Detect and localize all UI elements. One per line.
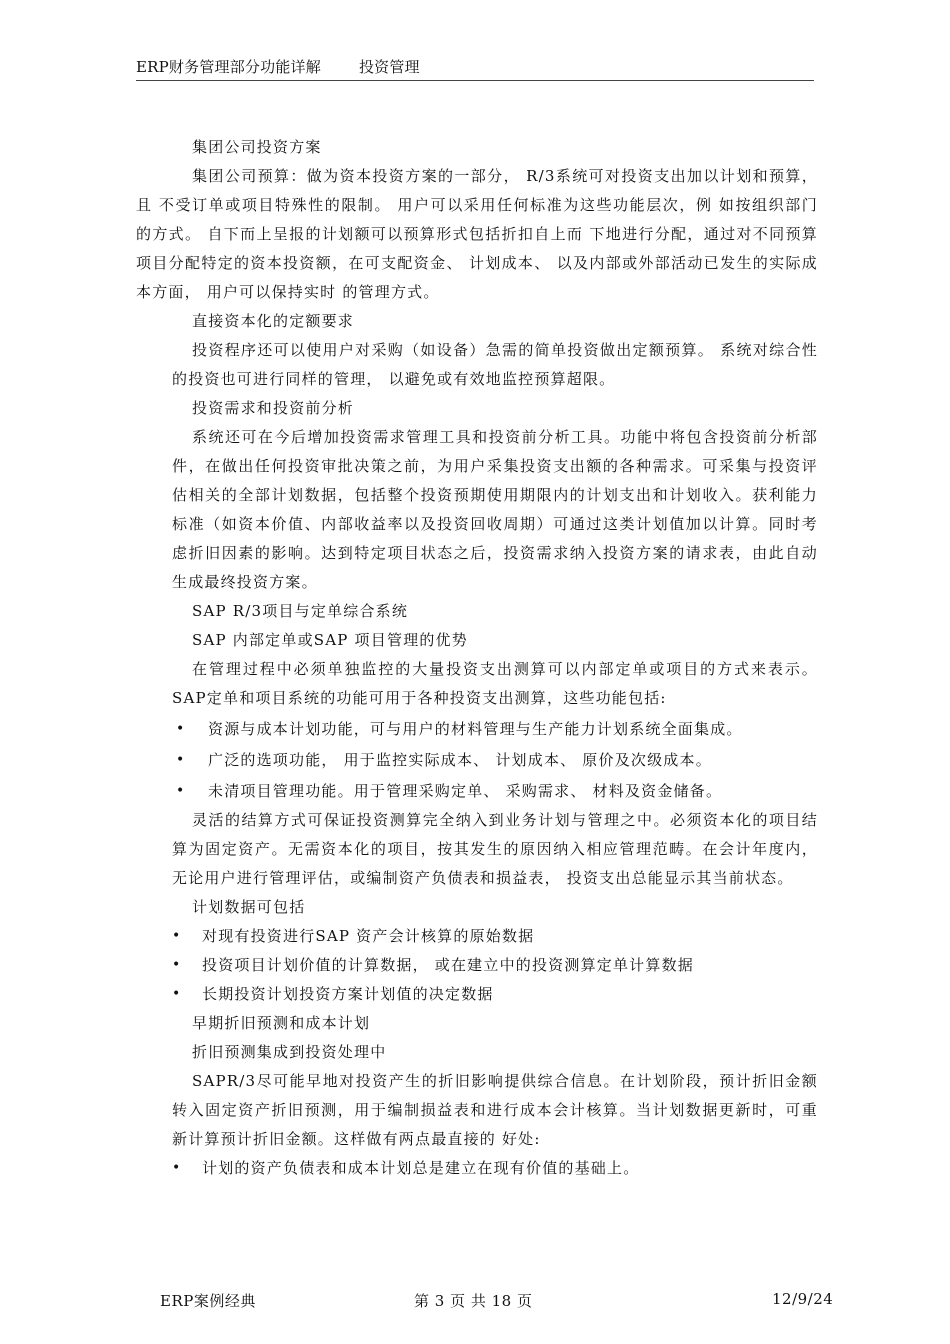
list-item bbox=[136, 715, 818, 744]
paragraph: 系统还可在今后增加投资需求管理工具和投资前分析工具。功能中将包含投资前分析部件，在做出任何投资审批决策之前，为用户采集投资支出额的各种需求。可采集与投资评估相关的全部计划数据，包括整个投资预期使用期限内的计划支出和计划收入。获利能力标准（如资本价值、内部收益率以及投资回收周期）可通过这类计划值加以计算。同时考虑折旧因素的影响。达到特定项目状态之后，投资需求纳入投资方案的请求表，由此自动生成最终投资方案。 bbox=[172, 428, 818, 591]
list-item bbox=[136, 777, 818, 806]
header-rule bbox=[136, 80, 814, 81]
header-subtitle: 投资管理 bbox=[358, 58, 420, 76]
footer-page-number: 第 3 页 共 18 页 bbox=[414, 1292, 533, 1310]
paragraph: 在管理过程中必须单独监控的大量投资支出测算可以内部定单或项目的方式来表示。SAP定单和项目系统的功能可用于各种投资支出测算，这些功能包括: bbox=[172, 660, 818, 707]
list-item bbox=[136, 1154, 818, 1183]
list-item bbox=[136, 746, 818, 775]
list-item-text: 计划的资产负债表和成本计划总是建立在现有价值的基础上。 bbox=[202, 1159, 640, 1177]
list-item-text: 广泛的选项功能， 用于监控实际成本、 计划成本、 原价及次级成本。 bbox=[208, 751, 712, 769]
bullet-icon: • bbox=[172, 957, 182, 973]
paragraph: 投资程序还可以使用户对采购（如设备）急需的简单投资做出定额预算。 系统对综合性的投资也可进行同样的管理， 以避免或有效地监控预算超限。 bbox=[172, 341, 818, 388]
bullet-icon: • bbox=[172, 1160, 182, 1176]
paragraph: 集团公司预算：做为资本投资方案的一部分， R/3系统可对投资支出加以计划和预算， 且 不受订单或项目特殊性的限制。 用户可以采用任何标准为这些功能层次，例 如按组织部门的方式。 自下而上呈报的计划额可以预算形式包括折扣自上而 下地进行分配，通过对不同预算项目分配特定的资本投资额，在可支配资金、 计划成本、 以及内部或外部活动已发生的实际成本方面， 用户可以保持实时 的管理方式。 bbox=[136, 167, 818, 301]
paragraph: SAPR/3尽可能早地对投资产生的折旧影响提供综合信息。在计划阶段，预计折旧金额转入固定资产折旧预测，用于编制损益表和进行成本会计核算。当计划数据更新时，可重新计算预计折旧金额。这样做有两点最直接的 好处: bbox=[172, 1072, 818, 1148]
footer-date: 12/9/24 bbox=[772, 1290, 834, 1308]
bullet-icon: • bbox=[176, 752, 186, 768]
list-item-text: 长期投资计划投资方案计划值的决定数据 bbox=[202, 985, 494, 1003]
header-title: ERP财务管理部分功能详解 bbox=[136, 58, 321, 76]
bullet-icon: • bbox=[172, 928, 182, 944]
section-heading: SAP 内部定单或SAP 项目管理的优势 bbox=[192, 631, 468, 649]
paragraph: 灵活的结算方式可保证投资测算完全纳入到业务计划与管理之中。必须资本化的项目结算为固定资产。无需资本化的项目，按其发生的原因纳入相应管理范畴。在会计年度内，无论用户进行管理评估，或编制资产负债表和损益表， 投资支出总能显示其当前状态。 bbox=[172, 811, 818, 887]
list-item-text: 未清项目管理功能。用于管理采购定单、 采购需求、 材料及资金储备。 bbox=[208, 782, 723, 800]
section-heading: 投资需求和投资前分析 bbox=[192, 399, 355, 417]
section-heading: 早期折旧预测和成本计划 bbox=[192, 1014, 371, 1032]
bullet-icon: • bbox=[172, 986, 182, 1002]
bullet-icon: • bbox=[176, 783, 186, 799]
bullet-icon: • bbox=[176, 721, 186, 737]
document-body bbox=[136, 133, 818, 1183]
section-heading: SAP R/3项目与定单综合系统 bbox=[192, 602, 409, 620]
list-item-text: 对现有投资进行SAP 资产会计核算的原始数据 bbox=[202, 927, 535, 945]
list-item bbox=[136, 951, 818, 980]
footer-left: ERP案例经典 bbox=[160, 1292, 256, 1310]
section-heading: 计划数据可包括 bbox=[192, 898, 306, 916]
list-item-text: 资源与成本计划功能，可与用户的材料管理与生产能力计划系统全面集成。 bbox=[208, 720, 743, 738]
list-item bbox=[136, 980, 818, 1009]
list-item bbox=[136, 922, 818, 951]
section-heading: 集团公司投资方案 bbox=[192, 138, 322, 156]
page-header bbox=[136, 56, 420, 77]
list-item-text: 投资项目计划价值的计算数据， 或在建立中的投资测算定单计算数据 bbox=[202, 956, 694, 974]
section-heading: 折旧预测集成到投资处理中 bbox=[192, 1043, 387, 1061]
section-heading: 直接资本化的定额要求 bbox=[192, 312, 355, 330]
